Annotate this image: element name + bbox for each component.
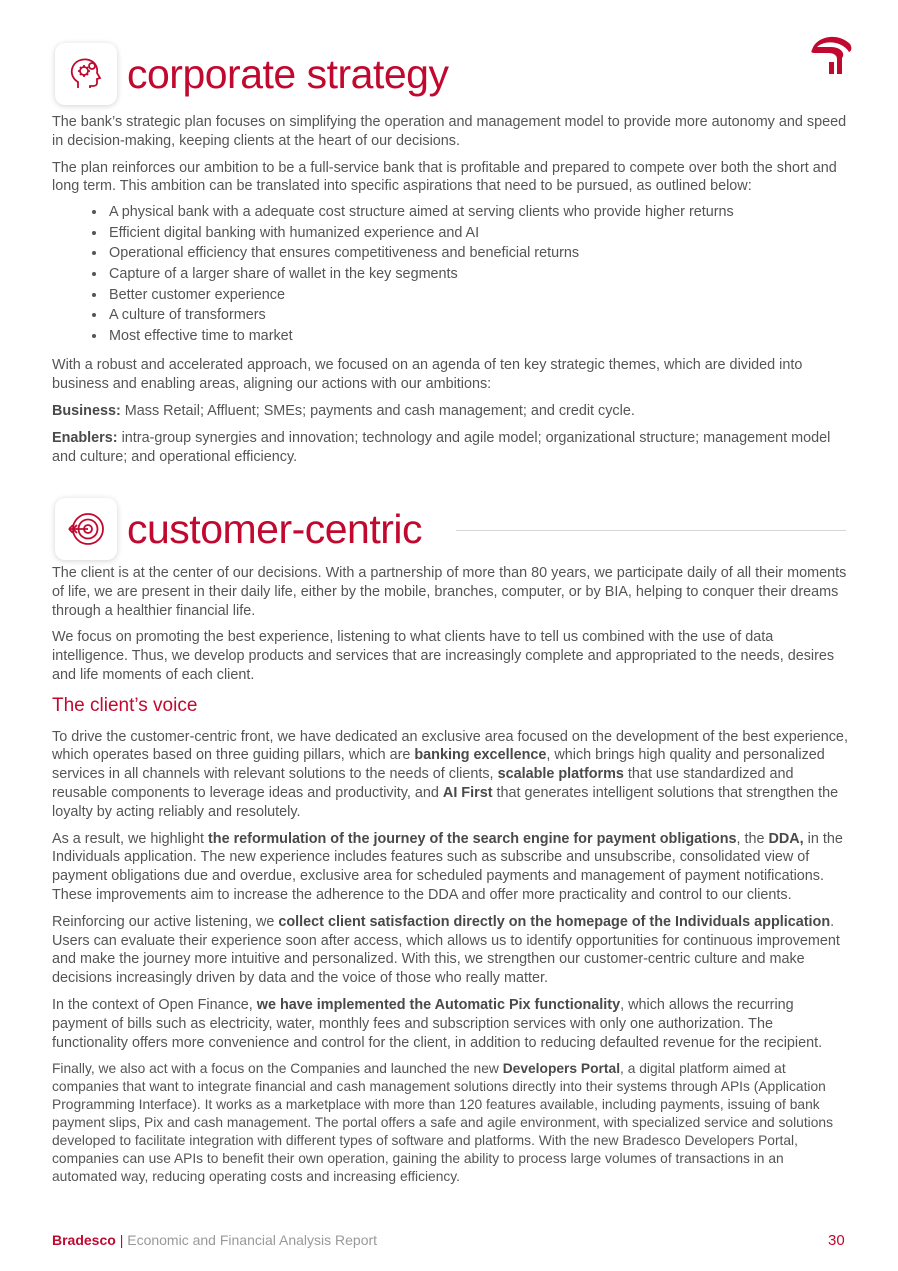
business-label: Business:: [52, 402, 121, 419]
paragraph: We focus on promoting the best experience, listening to what clients have to tell us combined with the use of data intelligence. Thus, we develop products and services that are increasingly complete and appropriated to the needs, desires and life moments of each client.: [52, 629, 835, 683]
bold-text: banking excellence: [414, 747, 547, 764]
text: Finally, we also act with a focus on the Companies and launched the new: [52, 1061, 503, 1077]
list-item: • Most effective time to market: [107, 326, 852, 347]
text: To drive the customer-centric front, we have dedicated an exclusive area focused on the development of the best experience, which operates based on three guiding pillars, which are: [52, 728, 848, 764]
bold-text: Developers Portal: [502, 1061, 621, 1077]
bradesco-logo-icon: [808, 30, 854, 76]
bold-text: DDA,: [768, 830, 804, 847]
paragraph: [52, 913, 852, 988]
text: , the: [736, 830, 769, 847]
list-item: • Capture of a larger share of wallet in the key segments: [107, 264, 852, 285]
business-paragraph: [52, 402, 852, 421]
aspirations-list: [52, 202, 852, 346]
bold-text: AI First: [442, 784, 493, 801]
paragraph: [52, 1060, 852, 1186]
subheading-clients-voice: The client’s voice: [52, 694, 198, 716]
text: , which allows the recurring payment of bills such as electricity, water, monthly fees and subscription services with only one authorization. The functionality offers more convenience and control for the client, in addition to reducing defaulted revenue for the recipient.: [52, 996, 823, 1051]
paragraph: [52, 728, 852, 822]
page-number: 30: [828, 1232, 845, 1249]
list-item: • A physical bank with a adequate cost structure aimed at serving clients who provide higher returns: [107, 202, 852, 223]
text: As a result, we highlight: [52, 830, 208, 847]
corporate-strategy-body: [52, 113, 852, 474]
text: Reinforcing our active listening, we: [52, 913, 279, 930]
paragraph: The client is at the center of our decisions. With a partnership of more than 80 years, we participate daily of all their moments of life, we are present in their daily life, either by the mobile, branches, computer, or by BIA, helping to conquer their dreams through a healthier financial life.: [52, 565, 847, 619]
text: , a digital platform aimed at companies that want to integrate financial and cash management solutions directly into their systems through APIs (Application Programming Interface). It works as a marketplace with more than 120 features available, including payments, issuing of bank payment slips, Pix and cash management. The portal offers a safe and agile environment, with specialized service and solutions developed to facilitate integration with different types of software and platforms. With the new Bradesco Developers Portal, companies can use APIs to benefit their own operation, gaining the ability to process large volumes of transactions in an automated way, reducing operating costs and increasing efficiency.: [52, 1061, 833, 1185]
enablers-text: intra-group synergies and innovation; technology and agile model; organizational structure; management model and culture; and operational efficiency.: [52, 429, 831, 465]
enablers-paragraph: [52, 429, 852, 467]
paragraph: [52, 830, 852, 905]
section-title-corporate-strategy: corporate strategy: [127, 50, 449, 97]
text: . Users can evaluate their experience soon after access, which allows us to identify opportunities for continuous improvement and make the journey more intuitive and personalized. With this, we strengthen our customer-centric culture and make decisions increasingly driven by data and the voice of those who really matter.: [52, 913, 840, 987]
business-text: Mass Retail; Affluent; SMEs; payments and cash management; and credit cycle.: [120, 402, 635, 419]
section-divider: [456, 530, 846, 531]
paragraph: [52, 996, 852, 1052]
paragraph: The bank’s strategic plan focuses on simplifying the operation and management model to provide more autonomy and speed in decision-making, keeping clients at the heart of our decisions.: [52, 114, 847, 149]
enablers-label: Enablers:: [52, 429, 118, 446]
footer-brand: Bradesco: [52, 1232, 116, 1248]
head-gears-icon: [55, 43, 117, 105]
footer: [52, 1232, 377, 1248]
bold-text: the reformulation of the journey of the search engine for payment obligations: [207, 830, 737, 847]
footer-report-title: Economic and Financial Analysis Report: [127, 1232, 378, 1248]
bold-text: scalable platforms: [497, 766, 624, 783]
paragraph: The plan reinforces our ambition to be a full-service bank that is profitable and prepared to compete over both the short and long term. This ambition can be translated into specific aspirations that need to be pursued, as outlined below:: [52, 159, 837, 195]
footer-separator: |: [119, 1232, 124, 1248]
text: that use standardized and reusable components to leverage ideas and productivity, and: [52, 766, 794, 801]
bold-text: collect client satisfaction directly on the homepage of the Individuals application: [278, 913, 831, 930]
list-item: • A culture of transformers: [107, 305, 852, 326]
list-item: • Better customer experience: [107, 285, 852, 306]
text: In the context of Open Finance,: [52, 996, 257, 1013]
list-item: • Efficient digital banking with humanized experience and AI: [107, 223, 852, 244]
text: in the Individuals application. The new experience includes features such as subscribe and unsubscribe, consolidated view of payment obligations due and overdue, exclusive area for scheduled payments and management of payment notifications. These improvements aim to increase the adherence to the DDA and offer more practicality and control to our clients.: [52, 830, 843, 903]
customer-centric-body: [52, 564, 852, 1194]
section-title-customer-centric: customer-centric: [127, 505, 423, 552]
section-header-corporate-strategy: [55, 43, 448, 105]
list-item: • Operational efficiency that ensures competitiveness and beneficial returns: [107, 243, 852, 264]
section-header-customer-centric: [55, 498, 422, 560]
target-arrow-icon: [55, 498, 117, 560]
bold-text: we have implemented the Automatic Pix functionality: [256, 996, 621, 1013]
text: that generates intelligent solutions that strengthen the loyalty by acting reliably and resolutely.: [52, 784, 839, 820]
text: , which brings high quality and personalized services in all channels with relevant solutions to the needs of clients,: [52, 747, 825, 783]
paragraph: With a robust and accelerated approach, we focused on an agenda of ten key strategic themes, which are divided into business and enabling areas, aligning our actions with our ambitions:: [52, 357, 803, 393]
